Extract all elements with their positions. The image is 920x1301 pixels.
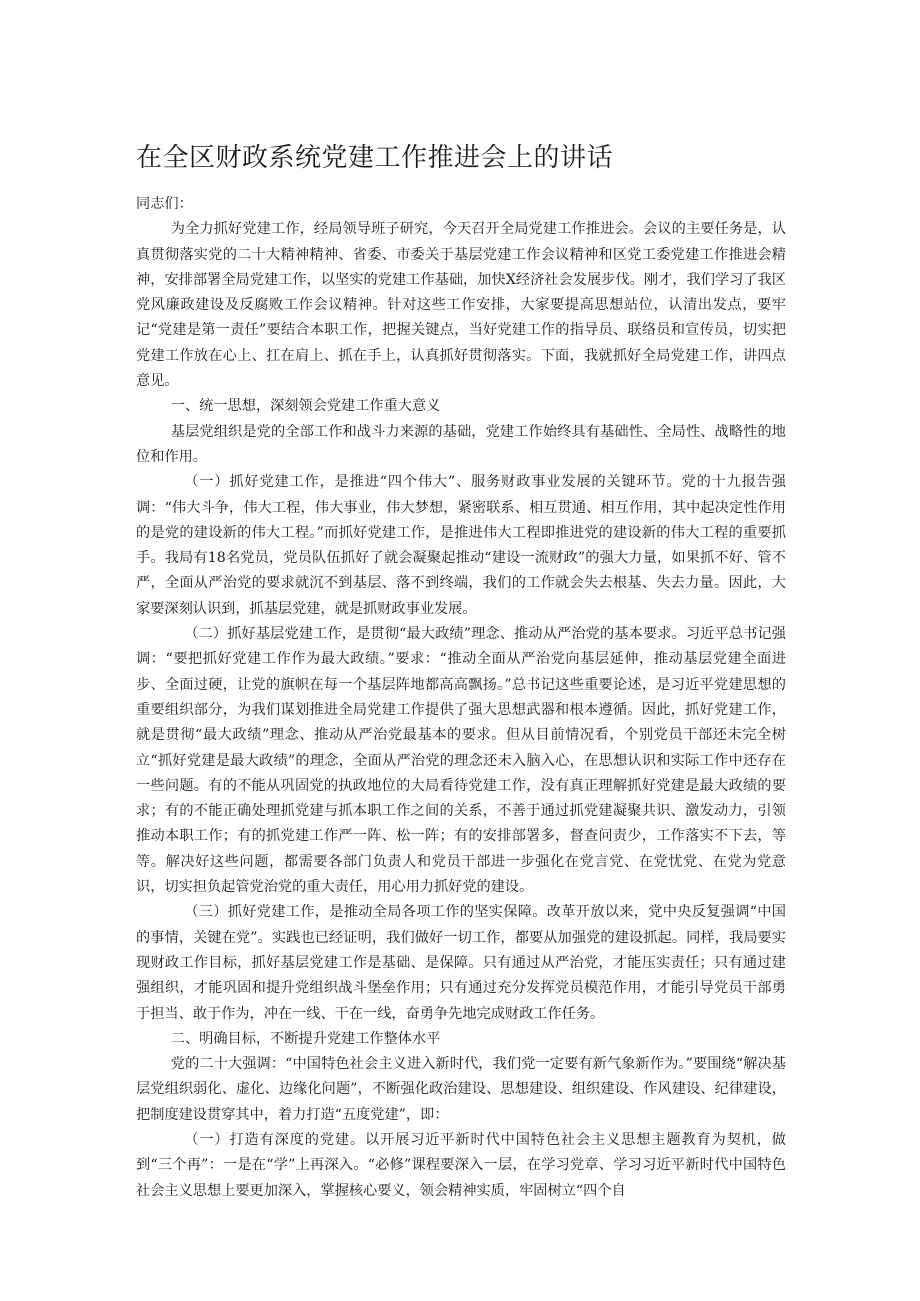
section-heading-2: 二、明确目标，不断提升党建工作整体水平 [170,1030,441,1047]
paragraph: 基层党组织是党的全部工作和战斗力来源的基础，党建工作始终具有基础性、全局性、战略性的地位和作用。 [136,423,786,465]
paragraph: 党的二十大强调：“中国特色社会主义进入新时代，我们党一定要有新气象新作为。”要围绕“解决基层党组织弱化、虚化、边缘化问题”，不断强化政治建设、思想建设、组织建设、作风建设、纪律建设，把制度建设贯穿其中，着力打造“五度党建”，即： [136,1056,786,1123]
paragraph-subsection-2-1: （一）打造有深度的党建。以开展习近平新时代中国特色社会主义思想主题教育为契机，做到“三个再”：一是在“学”上再深入。“必修”课程要深入一层，在学习党章、学习习近平新时代中国特色社会主义思想上要更加深入，掌握核心要义，领会精神实质，牢固树立“四个自 [136,1131,786,1199]
paragraph-subsection-1-2: （二）抓好基层党建工作，是贯彻“最大政绩”理念、推动从严治党的基本要求。习近平总书记强调：“要把抓好党建工作作为最大政绩。”要求：“推动全面从严治党向基层延伸，推动基层党建全面进步、全面过硬，让党的旗帜在每一个基层阵地都高高飘扬。”总书记这些重要论述，是习近平党建思想的重要组织部分，为我们谋划推进全局党建工作提供了强大思想武器和根本遵循。因此，抓好党建工作，就是贯彻“最大政绩”理念、推动从严治党最基本的要求。但从目前情况看，个别党员干部还未完全树立“抓好党建是最大政绩”的理念，全面从严治党的理念还未入脑入心，在思想认识和实际工作中还存在一些问题。有的不能从巩固党的执政地位的大局看待党建工作，没有真正理解抓好党建是最大政绩的要求；有的不能正确处理抓党建与抓本职工作之间的关系，不善于通过抓党建凝聚共识、激发动力，引领推动本职工作；有的抓党建工作严一阵、松一阵；有的安排部署多，督查问责少，工作落实不下去，等等。解决好这些问题，都需要各部门负责人和党员干部进一步强化在党言党、在党忧党、在党为党意识，切实担负起管党治党的重大责任，用心用力抓好党的建设。 [136,626,786,896]
section-heading-1: 一、统一思想，深刻领会党建工作重大意义 [170,398,441,415]
paragraph-subsection-1-1: （一）抓好党建工作，是推进“四个伟大”、服务财政事业发展的关键环节。党的十九报告强调：“伟大斗争，伟大工程，伟大事业，伟大梦想，紧密联系、相互贯通、相互作用，其中起决定性作用的是党的建设新的伟大工程。”而抓好党建工作，是推进伟大工程即推进党的建设新的伟大工程的重要抓手。我局有18名党员，党员队伍抓好了就会凝聚起推动“建设一流财政”的强大力量，如果抓不好、管不严，全面从严治党的要求就沉不到基层、落不到终端，我们的工作就会失去根基、失去力量。因此，大家要深刻认识到，抓基层党建，就是抓财政事业发展。 [136,474,786,617]
page-title: 在全区财政系统党建工作推进会上的讲话 [136,143,614,173]
paragraph-intro: 为全力抓好党建工作，经局领导班子研究，今天召开全局党建工作推进会。会议的主要任务是，认真贯彻落实党的二十大精神精神、省委、市委关于基层党建工作会议精神和区党工委党建工作推进会精神，安排部署全局党建工作，以坚实的党建工作基础，加快X经济社会发展步伐。刚才，我们学习了我区党风廉政建设及反腐败工作会议精神。针对这些工作安排，大家要提高思想站位，认清出发点，要牢记“党建是第一责任”要结合本职工作，把握关键点，当好党建工作的指导员、联络员和宣传员，切实把党建工作放在心上、扛在肩上、抓在手上，认真抓好贯彻落实。下面，我就抓好全局党建工作，讲四点意见。 [136,221,786,390]
salutation: 同志们： [136,196,193,212]
paragraph-subsection-1-3: （三）抓好党建工作，是推动全局各项工作的坚实保障。改革开放以来，党中央反复强调“中国的事情，关键在党”。实践也已经证明，我们做好一切工作，都要从加强党的建设抓起。同样，我局要实现财政工作目标，抓好基层党建工作是基础、是保障。只有通过从严治党，才能压实责任；只有通过建强组织，才能巩固和提升党组织战斗堡垒作用；只有通过充分发挥党员模范作用，才能引导党员干部勇于担当、敢于作为，冲在一线、干在一线，奋勇争先地完成财政工作任务。 [136,904,786,1022]
document-body [136,192,786,1204]
